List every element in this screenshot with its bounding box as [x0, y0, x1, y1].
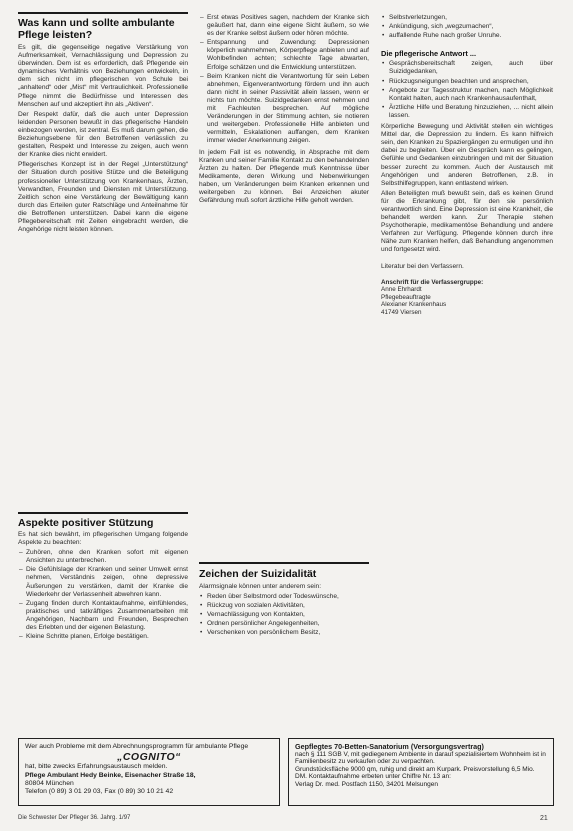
page-number: 21	[540, 815, 548, 822]
ad-body: hat, bitte zwecks Erfahrungsaustausch melden.	[25, 763, 168, 771]
paragraph: Pflegerisches Konzept ist in der Regel „Unterstützung“ der Situation durch positive Stütze und die Beteiligung professioneller Unterstützung von Krankenhaus, Ärzten, Verwandten, Freunden und Diensten mit Unterstützung. Zeitlich schon eine Verstärkung der Bewältigung kann durch das Erteilen guter Ratschläge und Anteilnahme für die Betroffenen unterstützen. Dabei kann die eigene Pflegebereitschaft mit Zeiten eingebracht werden, die Angehörige nicht leisten können.	[18, 161, 188, 234]
list-item: – Entspannung und Zuwendung: Depressionen körperlich wahrnehmen, Körperpflege anbieten und auf Wohlbefinden achten; schlechte Tage abwarten, Erfolge schätzen und die Entwicklung unterstützen.	[199, 39, 369, 71]
list-item: • Angebote zur Tagesstruktur machen, nach Möglichkeit Kontakt halten, auch nach Krankenhausaufenthalt,	[381, 87, 553, 103]
paragraph: Körperliche Bewegung und Aktivität stellen ein wichtiges Mittel dar, die Depression zu lindern. Es kann hilfreich sein, den Kranken zu Spaziergängen zu ermutigen und ihn dabei zu begleiten. Über ein Gespräch kann es gelingen, Gefühle und Gedanken einzubringen und mit der Situation besser zurecht zu kommen. Auch der Austausch mit Angehörigen und anderen Betroffenen, z.B. in Selbsthilfegruppen, kann entlastend wirken.	[381, 123, 553, 187]
paragraph: Alarmsignale können unter anderem sein:	[199, 583, 322, 590]
author-address	[381, 279, 553, 317]
column-1-lower	[18, 531, 188, 711]
list-item: • Ordnen persönlicher Angelegenheiten,	[199, 620, 369, 628]
column-3-body	[381, 14, 553, 714]
journal-footer: Die Schwester Der Pfleger 36. Jahrg. 1/97	[18, 815, 131, 821]
list-item: – Kleine Schritte planen, Erfolge bestätigen.	[18, 633, 188, 641]
list-item: • auffallende Ruhe nach großer Unruhe.	[381, 32, 553, 40]
list-item: • Rückzugsneigungen beachten und ansprechen,	[381, 78, 553, 86]
column-top-rule	[18, 12, 188, 14]
list-item: • Ärztliche Hilfe und Beratung hinzuziehen, ... nicht allein lassen.	[381, 104, 553, 120]
section-heading: Was kann und sollte ambulante Pflege leisten?	[18, 17, 175, 41]
list-item: • Gesprächsbereitschaft zeigen, auch über Suizidgedanken,	[381, 60, 553, 76]
paragraph: Der Respekt dafür, daß die auch unter Depression leidenden Personen bewußt in das pflegerische Handeln einbezogen werden, ist zentral. Es muß darum gehen, die Beziehungsebene für den Betroffenen verlässlich zu gestalten, Respekt und Interesse zu zeigen, auch wenn der Kranke dies nicht erwidert.	[18, 110, 188, 159]
paragraph: Es gilt, die gegenseitige negative Verstärkung von Aufmerksamkeit, Vernachlässigung und Depression zu überwinden. Dem ist es erforderlich, daß Pflegende ein dynamisches Verhältnis von Beziehungen entwickeln, in dem sich nicht im pflegerischen von Schule bei „anhaltend“ oder „Mist“ mit Vertraulichkeit. Professionelle Pflege nimmt die Bedürfnisse und Interessen des Menschen auf und akzeptiert ihn als „Aktiven“.	[18, 44, 188, 108]
subheading: Die pflegerische Antwort ...	[381, 49, 476, 59]
section-heading: Aspekte positiver Stützung	[18, 517, 154, 529]
positive-support-list	[18, 549, 188, 641]
suicide-signs-list-continued	[381, 14, 553, 40]
list-item: – Zuhören, ohne den Kranken sofort mit eigenen Ansichten zu unterbrechen.	[18, 549, 188, 565]
paragraph: In jedem Fall ist es notwendig, in Absprache mit dem Kranken und seiner Familie Kontakt zu den behandelnden Ärzten zu halten. Der Pflegende muß Kenntnisse über Medikamente, deren Wirkung und Nebenwirkungen haben, um Veränderungen beim Kranken erkennen und weitergeben zu können. Bei Anzeichen akuter Gefährdung muß sofort ärztliche Hilfe geholt werden.	[199, 148, 369, 205]
classified-ad-cognito	[18, 738, 280, 806]
ad-intro: Wer auch Probleme mit dem Abrechnungsprogramm für ambulante Pflege	[25, 743, 249, 750]
ad-phone: Telefon (0 89) 3 01 29 03, Fax (0 89) 30 10 21 42	[25, 788, 174, 796]
list-item: – Die Gefühlslage der Kranken und seiner Umwelt ernst nehmen, Verständnis zeigen, ohne depressive Äußerungen zu verstärken, damit der Kranke die Wiederkehr der Verlassenheit abwehren kann.	[18, 566, 188, 598]
address-line: Pflegebeauftragte	[381, 293, 431, 301]
paragraph: Allen Beteiligten muß bewußt sein, daß es keinen Grund für die Erkrankung gibt, für den sie persönlich verantwortlich sind. Eine Depression ist eine Krankheit, die behandelt werden kann. Zur Therapie stehen Psychotherapie, medikamentöse Behandlung und andere Verfahren zur Verfügung. Pflegende können durch ihre Nähe zum Kranken helfen, daß Behandlung angenommen und fortgesetzt wird.	[381, 189, 553, 254]
literature-note: Literatur bei den Verfassern.	[381, 262, 464, 270]
column-2-body	[199, 14, 369, 534]
list-item: – Erst etwas Positives sagen, nachdem der Kranke sich geäußert hat, dann eine eigene Sicht äußern, so wie es der Kranke selbst äußern oder hören möchte.	[199, 14, 369, 38]
ad-contact-line: 80804 München	[25, 779, 74, 787]
section-heading: Zeichen der Suizidalität	[199, 568, 317, 580]
section-rule	[18, 512, 188, 514]
ad-headline: Gepflegtes 70-Betten-Sanatorium (Versorgungsvertrag)	[295, 742, 484, 751]
list-item: • Selbstverletzungen,	[381, 14, 553, 22]
list-item: – Zugang finden durch Kontaktaufnahme, einfühlendes, praktisches und tatkräftiges Zusammenarbeiten mit Angehörigen, Nachbarn und Freunden, Besprechen des Erlebten und der eigenen Belastung.	[18, 600, 188, 632]
section-rule	[199, 562, 369, 564]
suicide-signs-list	[199, 593, 369, 637]
classified-ad-sanatorium	[288, 738, 554, 806]
ad-text: Grundstücksfläche 9000 qm, ruhig und direkt am Kurpark. Preisvorstellung 6,5 Mio. DM. Kontaktaufnahme erbeten unter Chiffre Nr. 13 an:	[295, 765, 535, 781]
list-item: • Rückzug von sozialen Aktivitäten,	[199, 602, 369, 610]
address-label: Anschrift für die Verfassergruppe:	[381, 278, 484, 286]
address-line: Anne Ehrhardt	[381, 286, 422, 294]
list-item: • Ankündigung, sich „wegzumachen“,	[381, 23, 553, 31]
address-line: 41749 Viersen	[381, 309, 422, 316]
list-item: • Vernachlässigung von Kontakten,	[199, 611, 369, 619]
ad-text: nach § 111 SGB V, mit gediegenem Ambiente in darauf spezialisiertem Wohnheim ist in Familienbesitz zu verkaufen oder zu verpachten.	[295, 750, 546, 766]
cognito-logo: „COGNITO“	[117, 751, 181, 764]
list-item: – Beim Kranken nicht die Verantwortung für sein Leben abnehmen, Eigenverantwortung fördern und ihn auch dann nicht in seiner Passivität allein lassen, wenn er nichts tun möchte. Suizidgedanken ernst nehmen und mit Fachleuten besprechen. Auf mögliche Veränderungen in der Stimmung achten, sie notieren und weitergeben. Professionelle Hilfe anbieten und vermitteln, Eskalationen auffangen, dem Kranken immer wieder Anerkennung zeigen.	[199, 73, 369, 146]
ad-contact: Verlag Dr. med. Postfach 1150, 34201 Melsungen	[295, 780, 438, 788]
list-item: • Verschenken von persönlichem Besitz,	[199, 629, 369, 637]
address-line: Alexianer Krankenhaus	[381, 301, 447, 309]
column-1-body	[18, 44, 188, 444]
list-item: • Reden über Selbstmord oder Todeswünsche,	[199, 593, 369, 601]
care-answer-list	[381, 60, 553, 120]
column-2-lower	[199, 583, 369, 713]
support-list-continued	[199, 14, 369, 146]
paragraph: Es hat sich bewährt, im pflegerischen Umgang folgende Aspekte zu beachten:	[18, 531, 188, 547]
ad-contact-line: Pflege Ambulant Hedy Beinke, Eisenacher Straße 18,	[25, 771, 196, 779]
